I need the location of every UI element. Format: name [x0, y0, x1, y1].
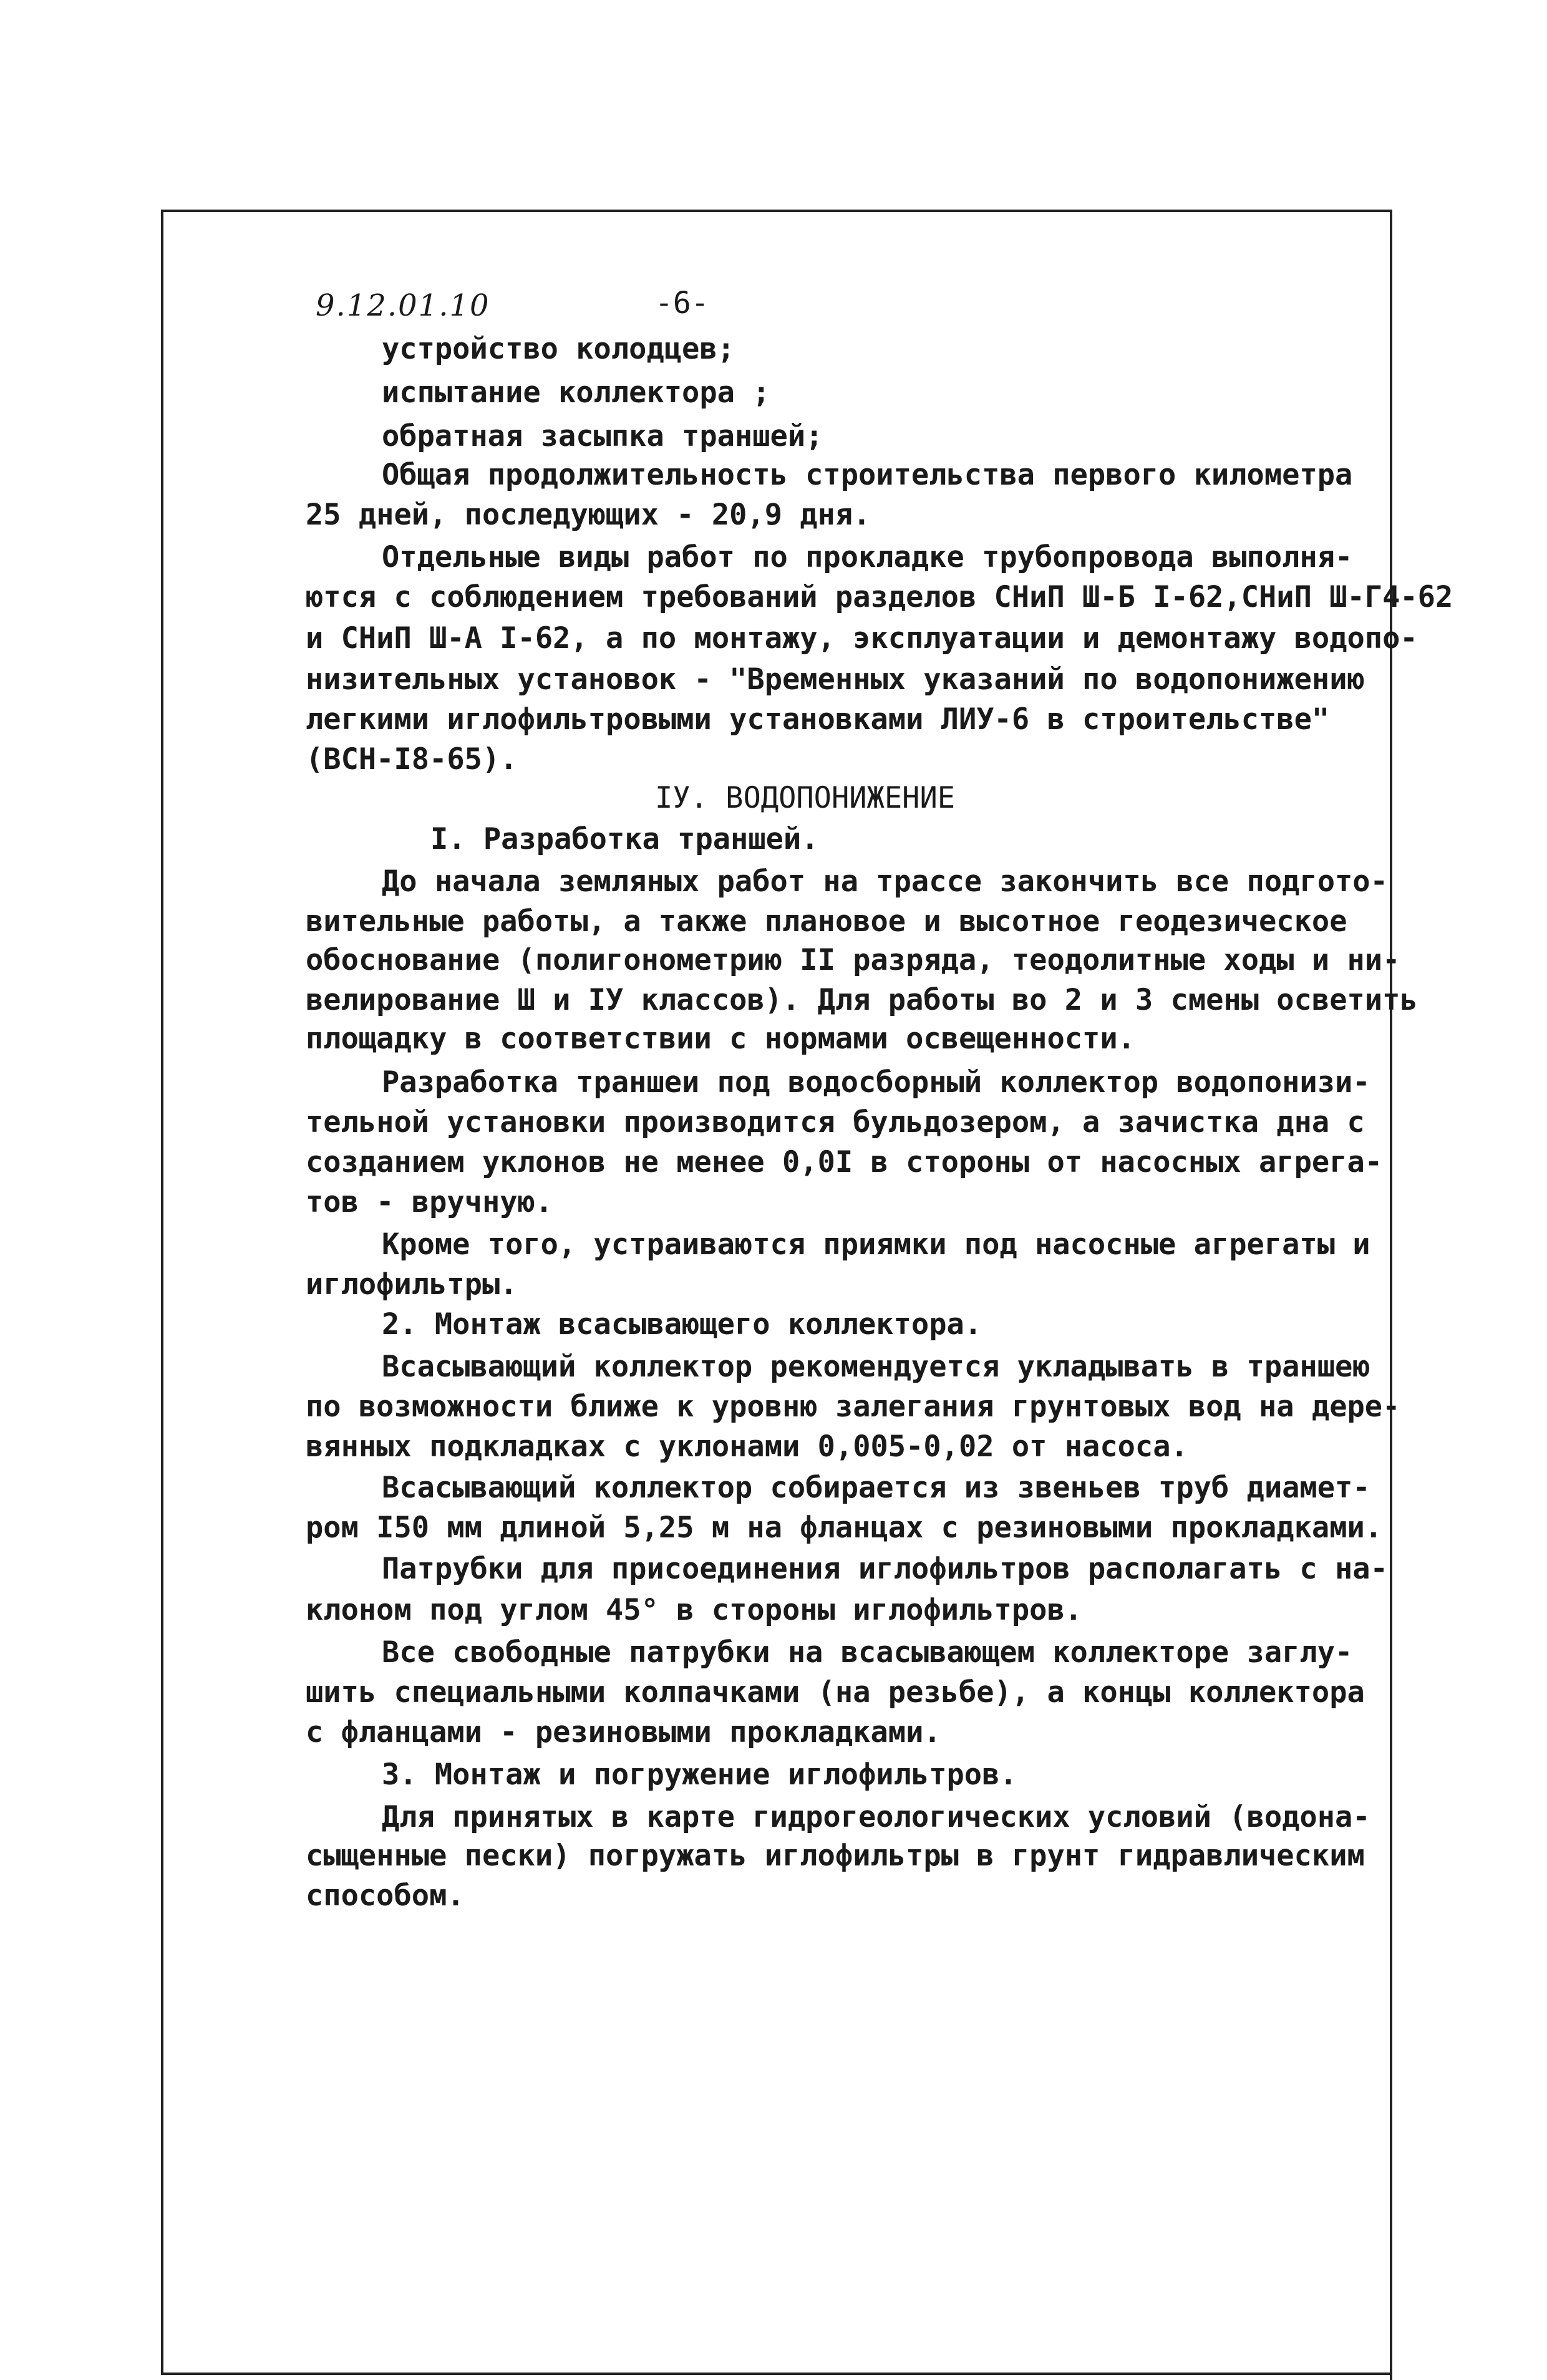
text-line: шить специальными колпачками (на резьбе), а концы коллектора	[306, 1675, 1365, 1710]
text-line: обоснование (полигонометрию II разряда, теодолитные ходы и ни-	[306, 943, 1400, 977]
text-line: Все свободные патрубки на всасывающем коллекторе заглу-	[382, 1635, 1353, 1670]
text-line: иглофильтры.	[306, 1267, 518, 1302]
text-line: Разработка траншеи под водосборный коллектор водопонизи-	[382, 1065, 1370, 1100]
text-line: Всасывающий коллектор собирается из звеньев труб диамет-	[382, 1471, 1370, 1505]
text-line: вительные работы, а также плановое и высотное геодезическое	[306, 904, 1347, 939]
text-line: сыщенные пески) погружать иглофильтры в грунт гидравлическим	[306, 1839, 1365, 1873]
text-line: клоном под углом 45° в стороны иглофильтров.	[306, 1593, 1083, 1627]
text-line: ром I50 мм длиной 5,25 м на фланцах с резиновыми прокладками.	[306, 1511, 1383, 1545]
text-line: 25 дней, последующих - 20,9 дня.	[306, 498, 871, 532]
subsection-heading: 2. Монтаж всасывающего коллектора.	[382, 1307, 982, 1342]
text-line: созданием уклонов не менее 0,0I в стороны от насосных агрега-	[306, 1145, 1383, 1179]
text-line: велирование Ш и IУ классов). Для работы во 2 и 3 смены осветить	[306, 983, 1418, 1017]
page-border-right	[1390, 210, 1392, 2380]
text-line: с фланцами - резиновыми прокладками.	[306, 1715, 941, 1749]
document-code: 9.12.01.10	[316, 288, 490, 323]
text-line: Кроме того, устраиваются приямки под насосные агрегаты и	[382, 1227, 1370, 1262]
text-line: и СНиП Ш-А I-62, а по монтажу, эксплуатации и демонтажу водопо-	[306, 621, 1418, 655]
text-line: испытание коллектора ;	[382, 375, 770, 410]
page-border-bottom	[161, 2373, 1392, 2375]
page-border-left	[161, 210, 163, 2374]
text-line: по возможности ближе к уровню залегания грунтовых вод на дере-	[306, 1390, 1400, 1424]
page-border-top	[161, 210, 1392, 212]
section-heading: IУ. ВОДОПОНИЖЕНИЕ	[655, 781, 956, 815]
text-line: легкими иглофильтровыми установками ЛИУ-6 в строительстве"	[306, 702, 1330, 737]
text-line: ются с соблюдением требований разделов СНиП Ш-Б I-62,СНиП Ш-Г4-62	[306, 580, 1453, 614]
text-line: площадку в соответствии с нормами освещенности.	[306, 1022, 1135, 1056]
text-line: До начала земляных работ на трассе закончить все подгото-	[382, 864, 1388, 899]
text-line: Для принятых в карте гидрогеологических условий (водона-	[382, 1800, 1370, 1834]
subsection-heading: I. Разработка траншей.	[430, 822, 819, 856]
text-line: обратная засыпка траншей;	[382, 419, 823, 453]
text-line: Общая продолжительность строительства первого километра	[382, 458, 1353, 492]
text-line: Патрубки для присоединения иглофильтров располагать с на-	[382, 1552, 1388, 1586]
text-line: вянных подкладках с уклонами 0,005-0,02 от насоса.	[306, 1429, 1188, 1464]
text-line: Отдельные виды работ по прокладке трубопровода выполня-	[382, 540, 1353, 574]
text-line: низительных установок - "Временных указаний по водопонижению	[306, 662, 1365, 697]
page-number: -6-	[655, 286, 709, 321]
text-line: тельной установки производится бульдозером, а зачистка дна с	[306, 1105, 1365, 1139]
text-line: Всасывающий коллектор рекомендуется укладывать в траншею	[382, 1350, 1370, 1384]
text-line: тов - вручную.	[306, 1185, 553, 1219]
subsection-heading: 3. Монтаж и погружение иглофильтров.	[382, 1758, 1017, 1792]
text-line: (ВСН-I8-65).	[306, 742, 518, 776]
text-line: устройство колодцев;	[382, 332, 735, 366]
text-line: способом.	[306, 1879, 465, 1913]
